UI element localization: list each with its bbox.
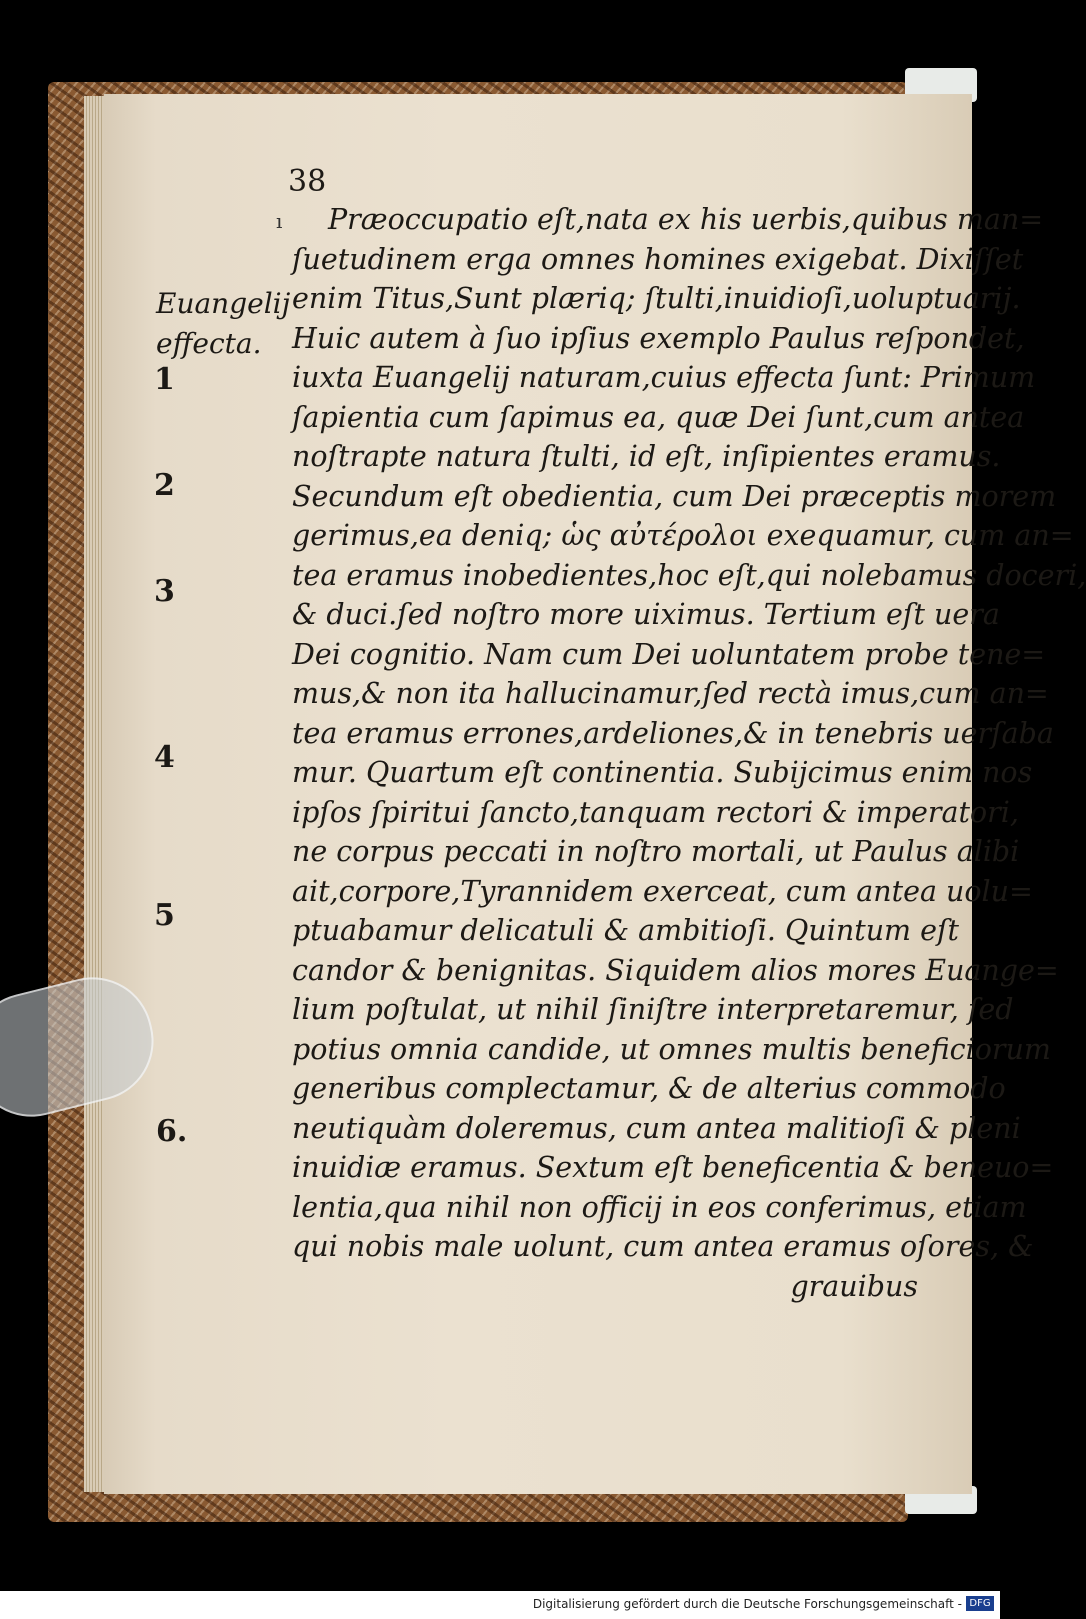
text-line: candor & benignitas. Siquidem alios mores Euange= (292, 953, 1059, 987)
text-line: Secundum eſt obedientia, cum Dei præceptis morem (292, 479, 1057, 513)
text-line: iuxta Euangelij naturam,cuius effecta ſunt: Primum (292, 361, 1036, 394)
text-line: ipſos ſpiritui ſancto,tanquam rectori & imperatori, (292, 795, 1019, 829)
margin-number-4: 4 (154, 740, 175, 775)
digitization-footer (0, 1591, 1000, 1619)
margin-number-6: 6. (156, 1114, 188, 1149)
text-line: lentia,qua nihil non officij in eos conferimus, etiam (292, 1190, 1027, 1224)
text-line: ptuabamur delicatuli & ambitioſi. Quintum eſt (292, 914, 959, 947)
text-line: enim Titus,Sunt plæriq; ſtulti,inuidioſi,uoluptuarij. (292, 282, 1021, 315)
text-line: gerimus,ea deniq; ὡς αὐτέρολοι exequamur, cum an= (292, 519, 1074, 552)
dfg-logo: DFG (966, 1596, 994, 1611)
margin-number-1: 1 (154, 362, 175, 397)
text-line: Huic autem à ſuo ipſius exemplo Paulus reſpondet, (292, 321, 1025, 355)
text-line: neutiquàm doleremus, cum antea malitioſi & pleni (292, 1111, 1021, 1145)
text-line: ait,corpore,Tyrannidem exerceat, cum antea uolu= (292, 874, 1033, 908)
text-line: tea eramus inobedientes,hoc eſt,qui nolebamus doceri, (292, 558, 1086, 592)
line-marker: ı (276, 209, 283, 233)
text-line: tea eramus errones,ardeliones,& in tenebris uerſaba (292, 716, 1054, 750)
page-number: 38 (288, 164, 327, 199)
margin-number-5: 5 (154, 898, 175, 933)
text-line: lium poſtulat, ut nihil ſiniſtre interpretaremur, ſed (292, 993, 1014, 1026)
footer-text: Digitalisierung gefördert durch die Deutsche Forschungsgemeinschaft - (532, 1597, 962, 1611)
margin-note-line-2: effecta. (156, 327, 262, 360)
margin-note-line-1: Euangelij (156, 287, 291, 320)
text-line: ſuetudinem erga omnes homines exigebat. Dixiſſet (292, 242, 1024, 276)
text-line: & duci.ſed noſtro more uiximus. Tertium eſt uera (292, 598, 1000, 631)
text-line: inuidiæ eramus. Sextum eſt beneficentia & beneuo= (292, 1151, 1054, 1184)
text-line: noſtrapte natura ſtulti, id eſt, inſipientes eramus. (292, 440, 1001, 473)
text-line: Dei cognitio. Nam cum Dei uoluntatem probe tene= (292, 637, 1046, 671)
text-line: generibus complectamur, & de alterius commodo (292, 1072, 1006, 1105)
catchword: grauibus (790, 1269, 918, 1303)
text-line: ſapientia cum ſapimus ea, quæ Dei ſunt,cum antea (292, 400, 1025, 434)
text-line: qui nobis male uolunt, cum antea eramus oſores, & (292, 1230, 1034, 1263)
text-line: mus,& non ita hallucinamur,ſed rectà imus,cum an= (292, 677, 1049, 710)
text-line: ne corpus peccati in noſtro mortali, ut Paulus alibi (292, 835, 1020, 868)
body-text (292, 200, 1086, 1306)
text-line: potius omnia candide, ut omnes multis beneficiorum (292, 1032, 1051, 1066)
margin-number-2: 2 (154, 468, 175, 503)
text-line: mur. Quartum eſt continentia. Subijcimus enim nos (292, 756, 1033, 789)
margin-number-3: 3 (154, 574, 175, 609)
text-line: Præoccupatio eſt,nata ex his uerbis,quibus man= (328, 203, 1044, 236)
